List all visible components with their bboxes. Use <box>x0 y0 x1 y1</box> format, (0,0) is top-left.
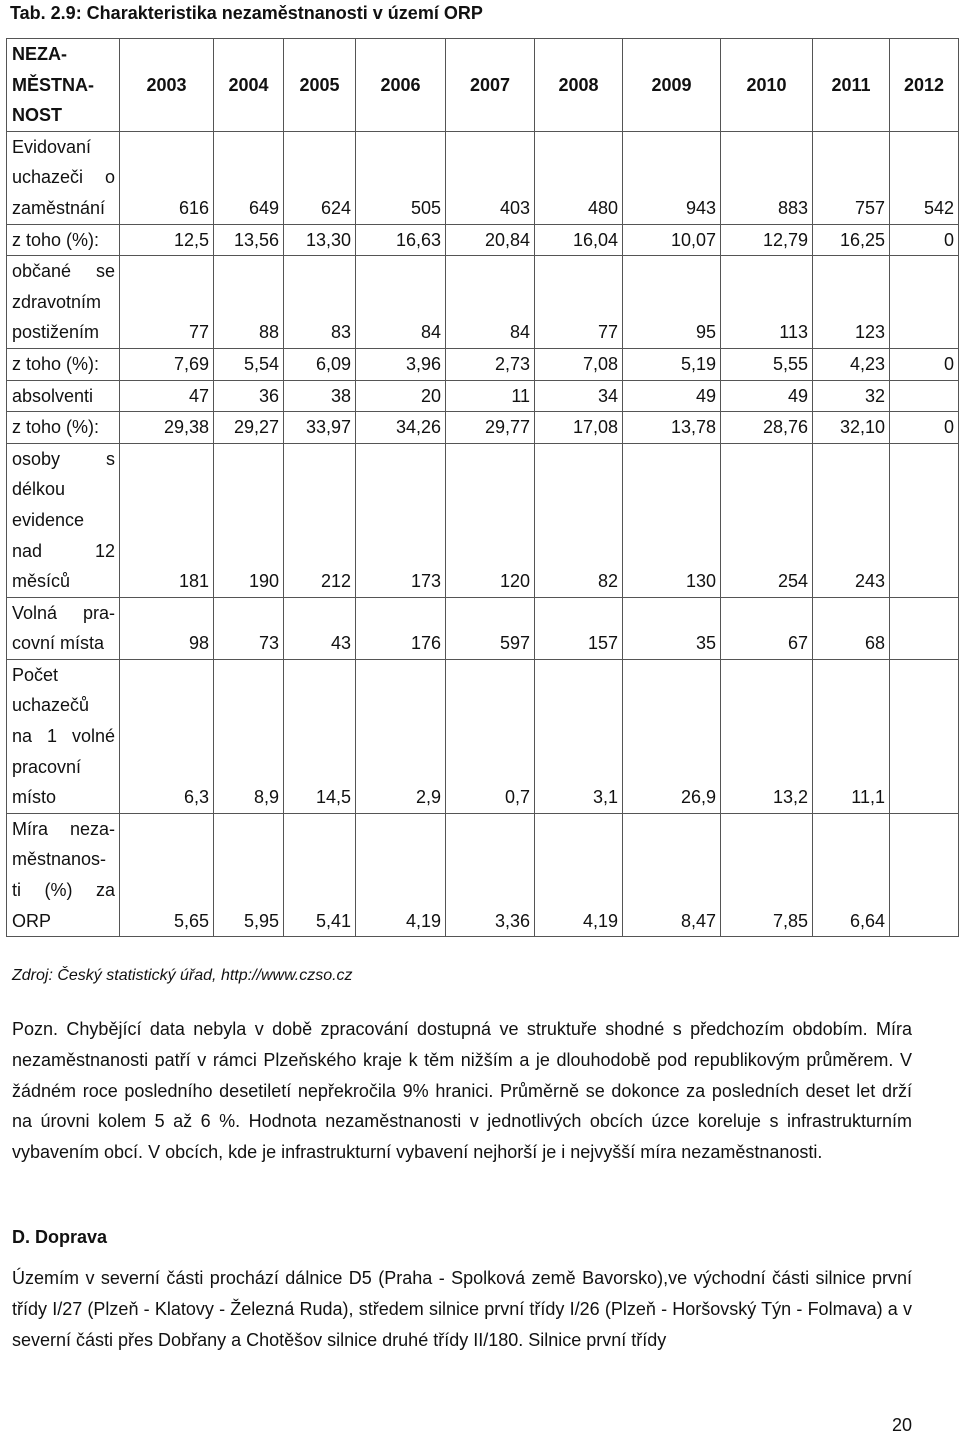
value-cell: 32,10 <box>813 412 890 444</box>
value-cell: 13,56 <box>214 224 284 256</box>
value-cell: 43 <box>284 597 356 659</box>
value-cell: 254 <box>721 443 813 597</box>
value-cell: 83 <box>284 256 356 349</box>
value-cell: 4,19 <box>535 813 623 936</box>
label-line: uchazeči o <box>12 167 115 188</box>
label-line: pracovní <box>12 756 82 777</box>
value-cell: 47 <box>120 380 214 412</box>
value-cell: 0 <box>890 224 959 256</box>
value-cell: 16,04 <box>535 224 623 256</box>
year-header: 2012 <box>890 39 959 132</box>
table-row <box>7 659 959 813</box>
value-cell: 49 <box>623 380 721 412</box>
table-body <box>7 131 959 936</box>
value-cell: 130 <box>623 443 721 597</box>
value-cell <box>890 597 959 659</box>
value-cell: 0,7 <box>446 659 535 813</box>
value-cell: 98 <box>120 597 214 659</box>
row-label <box>7 813 120 936</box>
value-cell: 624 <box>284 131 356 224</box>
value-cell: 4,23 <box>813 348 890 380</box>
value-cell: 5,41 <box>284 813 356 936</box>
year-header: 2006 <box>356 39 446 132</box>
value-cell: 120 <box>446 443 535 597</box>
value-cell: 542 <box>890 131 959 224</box>
value-cell: 6,3 <box>120 659 214 813</box>
label-line: měsíců <box>12 571 71 592</box>
value-cell: 13,30 <box>284 224 356 256</box>
row-label: z toho (%): <box>7 348 120 380</box>
row-label <box>7 131 120 224</box>
label-line: Počet <box>12 664 59 685</box>
value-cell: 29,77 <box>446 412 535 444</box>
value-cell: 173 <box>356 443 446 597</box>
label-line: zaměstnání <box>12 197 106 218</box>
value-cell: 12,5 <box>120 224 214 256</box>
label-line: městnanos- <box>12 849 107 870</box>
value-cell: 757 <box>813 131 890 224</box>
value-cell: 49 <box>721 380 813 412</box>
label-line: MĚSTNA- <box>12 74 94 95</box>
page-number: 20 <box>891 1415 912 1435</box>
value-cell: 403 <box>446 131 535 224</box>
label-line: zdravotním <box>12 291 102 312</box>
value-cell: 29,27 <box>214 412 284 444</box>
value-cell: 3,36 <box>446 813 535 936</box>
table-row <box>7 348 959 380</box>
table-row <box>7 412 959 444</box>
value-cell: 616 <box>120 131 214 224</box>
value-cell: 10,07 <box>623 224 721 256</box>
row-label <box>7 597 120 659</box>
value-cell: 649 <box>214 131 284 224</box>
year-header: 2011 <box>813 39 890 132</box>
year-header: 2005 <box>284 39 356 132</box>
value-cell: 73 <box>214 597 284 659</box>
value-cell: 16,25 <box>813 224 890 256</box>
value-cell: 2,9 <box>356 659 446 813</box>
value-cell: 6,09 <box>284 348 356 380</box>
value-cell <box>890 380 959 412</box>
value-cell: 883 <box>721 131 813 224</box>
label-line: místo <box>12 787 57 808</box>
label-line: postižením <box>12 322 100 343</box>
value-cell: 95 <box>623 256 721 349</box>
label-line: evidence <box>12 509 85 530</box>
row-label <box>7 256 120 349</box>
value-cell: 597 <box>446 597 535 659</box>
value-cell: 3,96 <box>356 348 446 380</box>
value-cell: 7,08 <box>535 348 623 380</box>
year-header: 2003 <box>120 39 214 132</box>
value-cell: 7,69 <box>120 348 214 380</box>
label-line: na 1 volné <box>12 726 115 747</box>
section-paragraph: Územím v severní části prochází dálnice D5 (Praha - Spolková země Bavorsko),ve východní části silnice první třídy I/27 (Plzeň - Klatovy - Železná Ruda), středem silnice první třídy I/26 (Plzeň - Horšovský Týn - Folmava) a v severní části přes Dobřany a Chotěšov silnice druhé třídy II/180. Silnice první třídy <box>12 1268 912 1350</box>
label-line: uchazečů <box>12 695 90 716</box>
table-row <box>7 597 959 659</box>
value-cell: 11 <box>446 380 535 412</box>
year-header: 2004 <box>214 39 284 132</box>
label-line: ti (%) za <box>12 880 115 901</box>
table-row <box>7 131 959 224</box>
value-cell: 0 <box>890 348 959 380</box>
value-cell: 2,73 <box>446 348 535 380</box>
table-row <box>7 813 959 936</box>
value-cell: 190 <box>214 443 284 597</box>
unemployment-table <box>6 38 959 937</box>
value-cell: 68 <box>813 597 890 659</box>
value-cell: 5,19 <box>623 348 721 380</box>
label-line: délkou <box>12 479 66 500</box>
value-cell: 157 <box>535 597 623 659</box>
year-header: 2008 <box>535 39 623 132</box>
label-line: ORP <box>12 910 52 931</box>
value-cell: 34,26 <box>356 412 446 444</box>
value-cell: 29,38 <box>120 412 214 444</box>
value-cell: 0 <box>890 412 959 444</box>
row-label: absolventi <box>7 380 120 412</box>
year-header: 2010 <box>721 39 813 132</box>
value-cell: 13,2 <box>721 659 813 813</box>
value-cell: 480 <box>535 131 623 224</box>
value-cell: 943 <box>623 131 721 224</box>
value-cell: 67 <box>721 597 813 659</box>
note-paragraph: Pozn. Chybějící data nebyla v době zpracování dostupná ve struktuře shodné s předchozím obdobím. Míra nezaměstnanosti patří v rámci Plzeňského kraje k těm nižším a je dlouhodobě pod republikovým průměrem. V žádném roce posledního desetiletí nepřekročila 9% hranici. Průměrně se dokonce za posledních deset let drží na úrovni kolem 5 až 6 %. Hodnota nezaměstnanosti v jednotlivých obcích úzce koreluje s infrastrukturním vybavením obcí. V obcích, kde je infrastrukturní vybavení nejhorší je i nejvyšší míra nezaměstnanosti. <box>12 1019 912 1163</box>
value-cell: 5,55 <box>721 348 813 380</box>
value-cell <box>890 443 959 597</box>
value-cell: 8,9 <box>214 659 284 813</box>
value-cell: 176 <box>356 597 446 659</box>
label-line: NEZA- <box>12 44 67 64</box>
table-caption: Tab. 2.9: Charakteristika nezaměstnanosti v území ORP <box>10 3 483 23</box>
source-note: Zdroj: Český statistický úřad, http://www.czso.cz <box>12 967 353 984</box>
value-cell: 84 <box>446 256 535 349</box>
value-cell: 3,1 <box>535 659 623 813</box>
value-cell: 82 <box>535 443 623 597</box>
year-header: 2007 <box>446 39 535 132</box>
value-cell: 6,64 <box>813 813 890 936</box>
value-cell: 32 <box>813 380 890 412</box>
table-row <box>7 224 959 256</box>
value-cell: 26,9 <box>623 659 721 813</box>
value-cell: 33,97 <box>284 412 356 444</box>
value-cell: 7,85 <box>721 813 813 936</box>
value-cell: 77 <box>120 256 214 349</box>
label-line: NOST <box>12 105 63 126</box>
value-cell: 505 <box>356 131 446 224</box>
label-line: covní místa <box>12 633 105 654</box>
label-line: Míra neza- <box>12 818 115 839</box>
table-row <box>7 443 959 597</box>
header-label-cell <box>7 39 120 132</box>
value-cell: 113 <box>721 256 813 349</box>
label-line: Volná pra- <box>12 602 115 623</box>
label-line: občané se <box>12 261 115 282</box>
value-cell: 34 <box>535 380 623 412</box>
value-cell: 20,84 <box>446 224 535 256</box>
value-cell: 5,54 <box>214 348 284 380</box>
row-label: z toho (%): <box>7 224 120 256</box>
year-header: 2009 <box>623 39 721 132</box>
row-label: z toho (%): <box>7 412 120 444</box>
value-cell: 212 <box>284 443 356 597</box>
label-line: osoby s <box>12 448 115 469</box>
table-row <box>7 256 959 349</box>
value-cell: 20 <box>356 380 446 412</box>
table-header-row <box>7 39 959 132</box>
value-cell <box>890 659 959 813</box>
value-cell: 8,47 <box>623 813 721 936</box>
value-cell: 28,76 <box>721 412 813 444</box>
value-cell: 38 <box>284 380 356 412</box>
value-cell: 123 <box>813 256 890 349</box>
value-cell: 36 <box>214 380 284 412</box>
value-cell: 12,79 <box>721 224 813 256</box>
label-line: Evidovaní <box>12 136 92 157</box>
value-cell: 88 <box>214 256 284 349</box>
value-cell: 77 <box>535 256 623 349</box>
value-cell: 13,78 <box>623 412 721 444</box>
value-cell: 17,08 <box>535 412 623 444</box>
value-cell: 14,5 <box>284 659 356 813</box>
section-heading: D. Doprava <box>12 1227 108 1247</box>
row-label <box>7 443 120 597</box>
value-cell: 243 <box>813 443 890 597</box>
value-cell: 16,63 <box>356 224 446 256</box>
value-cell: 181 <box>120 443 214 597</box>
row-label <box>7 659 120 813</box>
value-cell <box>890 813 959 936</box>
value-cell: 4,19 <box>356 813 446 936</box>
label-line: nad 12 <box>12 540 115 561</box>
value-cell: 84 <box>356 256 446 349</box>
table-row <box>7 380 959 412</box>
value-cell: 5,95 <box>214 813 284 936</box>
value-cell: 35 <box>623 597 721 659</box>
value-cell: 5,65 <box>120 813 214 936</box>
value-cell: 11,1 <box>813 659 890 813</box>
value-cell <box>890 256 959 349</box>
